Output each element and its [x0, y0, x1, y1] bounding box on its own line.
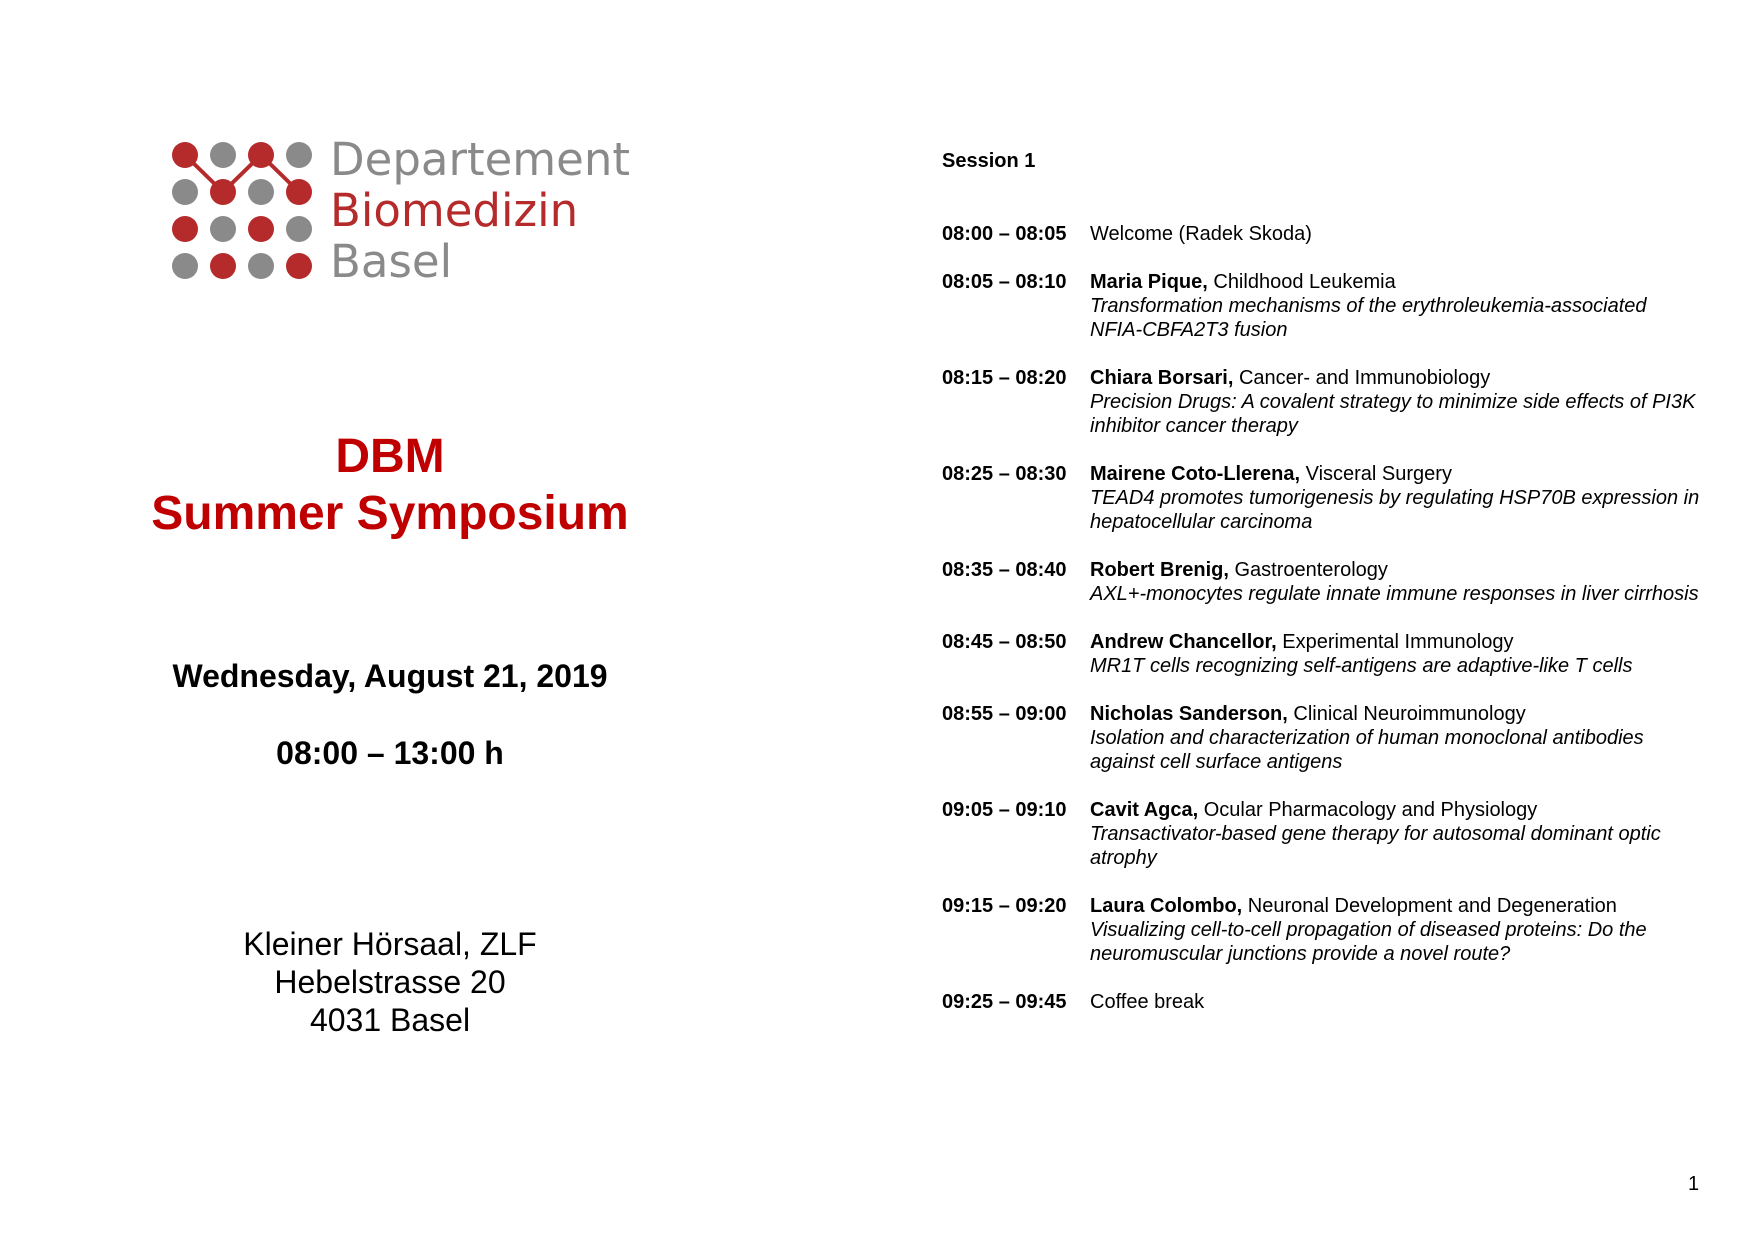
schedule-talk — [1090, 798, 1702, 870]
logo-dot — [210, 179, 236, 205]
session-heading: Session 1 — [942, 150, 1036, 172]
event-date: Wednesday, August 21, 2019 — [172, 658, 608, 694]
speaker-name: Andrew Chancellor, — [1090, 631, 1277, 653]
schedule-talk — [1090, 270, 1702, 342]
talk-title: Visualizing cell-to-cell propagation of diseased proteins: Do the neuromuscular junctions provide a novel route? — [1090, 919, 1647, 965]
talk-title: AXL+-monocytes regulate innate immune responses in liver cirrhosis — [1090, 583, 1699, 605]
schedule-time: 08:00 – 08:05 — [942, 223, 1067, 245]
talk-title: Isolation and characterization of human monoclonal antibodies against cell surface antigens — [1090, 727, 1644, 773]
logo-line-basel: Basel — [330, 235, 453, 288]
talk-title: Precision Drugs: A covalent strategy to minimize side effects of PI3K inhibitor cancer therapy — [1090, 391, 1696, 437]
talk-title: Transactivator-based gene therapy for autosomal dominant optic atrophy — [1090, 823, 1661, 869]
speaker-affiliation: Ocular Pharmacology and Physiology — [1198, 799, 1538, 821]
schedule-time: 09:05 – 09:10 — [942, 799, 1067, 821]
logo-dot — [286, 216, 312, 242]
logo-dot — [286, 253, 312, 279]
speaker-affiliation: Experimental Immunology — [1276, 631, 1514, 653]
schedule-time: 08:25 – 08:30 — [942, 463, 1067, 485]
schedule-talk — [1090, 894, 1702, 966]
speaker-affiliation: Neuronal Development and Degeneration — [1242, 895, 1617, 917]
schedule-item — [942, 222, 1702, 246]
schedule-time: 08:15 – 08:20 — [942, 367, 1067, 389]
logo-line-departement: Departement — [330, 133, 630, 186]
schedule-item — [942, 630, 1702, 678]
speaker-affiliation: Clinical Neuroimmunology — [1287, 703, 1526, 725]
logo-dot — [210, 216, 236, 242]
talk-title: TEAD4 promotes tumorigenesis by regulating HSP70B expression in hepatocellular carcinoma — [1090, 487, 1700, 533]
schedule-time: 08:05 – 08:10 — [942, 271, 1067, 293]
speaker-name: Maria Pique, — [1090, 271, 1208, 293]
schedule-talk — [1090, 366, 1702, 438]
event-time: 08:00 – 13:00 h — [276, 735, 504, 771]
speaker-affiliation: Gastroenterology — [1228, 559, 1388, 581]
schedule-time: 09:25 – 09:45 — [942, 991, 1067, 1013]
logo-line-biomedizin: Biomedizin — [330, 184, 579, 237]
schedule-item — [942, 894, 1702, 966]
talk-title: Transformation mechanisms of the erythroleukemia-associated NFIA-CBFA2T3 fusion — [1090, 295, 1647, 341]
logo-dot — [286, 142, 312, 168]
logo-dot — [248, 142, 274, 168]
venue-line-2: Hebelstrasse 20 — [274, 964, 506, 1000]
speaker-name: Mairene Coto-Llerena, — [1090, 463, 1301, 485]
logo-dot — [248, 179, 274, 205]
event-venue — [0, 925, 780, 1039]
logo-dot — [248, 253, 274, 279]
logo-dot — [210, 142, 236, 168]
event-title — [0, 428, 780, 542]
logo-dot — [172, 142, 198, 168]
logo-dot — [172, 253, 198, 279]
schedule-time: 09:15 – 09:20 — [942, 895, 1067, 917]
schedule-talk — [1090, 462, 1702, 534]
logo-dot — [172, 179, 198, 205]
schedule-item — [942, 798, 1702, 870]
speaker-affiliation: Visceral Surgery — [1300, 463, 1452, 485]
schedule-text: Coffee break — [1090, 991, 1205, 1013]
page-number: 1 — [1688, 1173, 1700, 1195]
schedule-time: 08:55 – 09:00 — [942, 703, 1067, 725]
speaker-name: Chiara Borsari, — [1090, 367, 1234, 389]
schedule-item — [942, 990, 1702, 1014]
logo-dot — [248, 216, 274, 242]
schedule-time: 08:45 – 08:50 — [942, 631, 1067, 653]
speaker-name: Laura Colombo, — [1090, 895, 1243, 917]
schedule-item — [942, 462, 1702, 534]
logo-wordmark — [330, 134, 630, 287]
logo-dot — [286, 179, 312, 205]
schedule-text: Welcome (Radek Skoda) — [1090, 223, 1312, 245]
speaker-name: Cavit Agca, — [1090, 799, 1199, 821]
logo-dot — [210, 253, 236, 279]
event-title-line-2: Summer Symposium — [151, 487, 629, 540]
venue-line-1: Kleiner Hörsaal, ZLF — [243, 926, 537, 962]
schedule-talk — [1090, 702, 1702, 774]
schedule-item — [942, 702, 1702, 774]
schedule-talk — [1090, 558, 1702, 606]
logo-connector-line — [185, 155, 299, 192]
talk-title: MR1T cells recognizing self-antigens are adaptive-like T cells — [1090, 655, 1633, 677]
schedule-time: 08:35 – 08:40 — [942, 559, 1067, 581]
session-schedule — [942, 222, 1702, 1038]
schedule-item — [942, 270, 1702, 342]
schedule-item — [942, 366, 1702, 438]
venue-line-3: 4031 Basel — [309, 1002, 471, 1038]
speaker-affiliation: Childhood Leukemia — [1207, 271, 1396, 293]
department-logo — [170, 133, 630, 290]
speaker-name: Nicholas Sanderson, — [1090, 703, 1288, 725]
speaker-affiliation: Cancer- and Immunobiology — [1233, 367, 1491, 389]
schedule-talk — [1090, 630, 1702, 678]
schedule-item — [942, 558, 1702, 606]
event-title-line-1: DBM — [335, 430, 445, 483]
logo-dots-graphic — [170, 140, 320, 280]
logo-dot — [172, 216, 198, 242]
speaker-name: Robert Brenig, — [1090, 559, 1229, 581]
